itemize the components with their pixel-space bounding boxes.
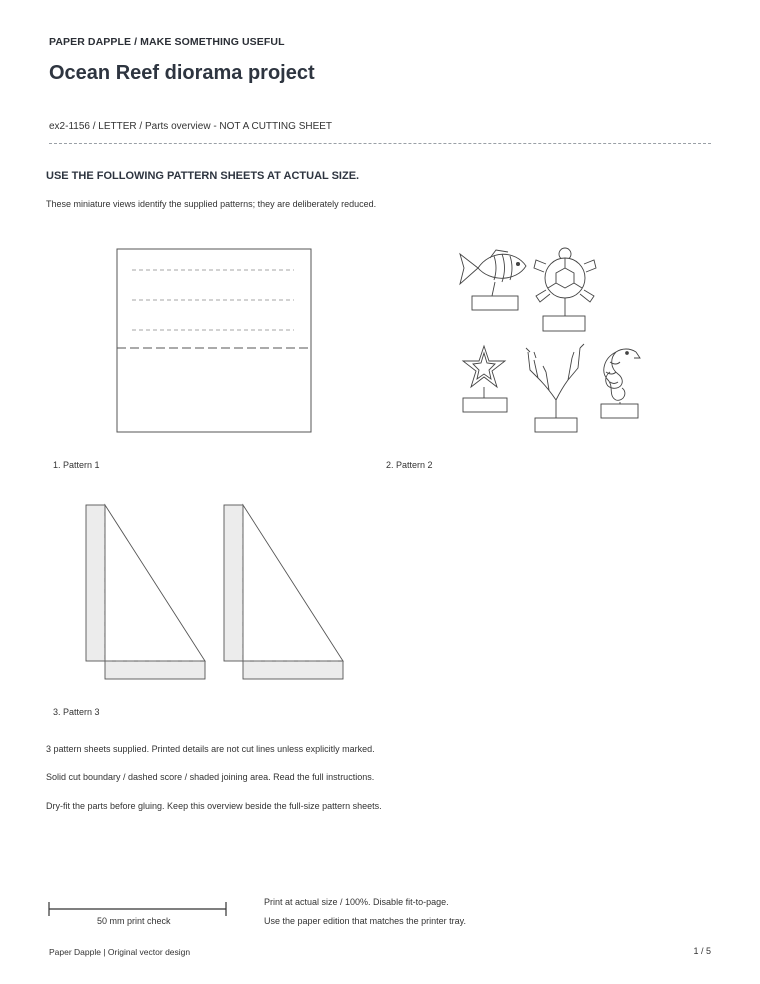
pattern-3-preview: [80, 500, 360, 686]
section-heading: USE THE FOLLOWING PATTERN SHEETS AT ACTUAL SIZE.: [46, 170, 360, 182]
pattern-3-caption: 3. Pattern 3: [53, 707, 100, 717]
starfish-icon: [463, 346, 507, 412]
coral-icon: [526, 344, 584, 432]
triangle-support-1: [86, 505, 205, 679]
pattern-1-caption: 1. Pattern 1: [53, 460, 100, 470]
intro-text: These miniature views identify the supplied patterns; they are deliberately reduced.: [46, 199, 377, 209]
page-number: 1 / 5: [693, 946, 711, 956]
footer-credit: Paper Dapple | Original vector design: [49, 947, 191, 957]
brand-header: PAPER DAPPLE / MAKE SOMETHING USEFUL: [49, 36, 285, 48]
document-meta: ex2-1156 / LETTER / Parts overview - NOT A CUTTING SHEET: [49, 121, 333, 132]
note-line-legend: Solid cut boundary / dashed score / shaded joining area. Read the full instructions.: [46, 772, 375, 782]
dashed-divider: [49, 143, 711, 144]
scale-label: 50 mm print check: [97, 916, 171, 926]
pattern-2-preview: [450, 240, 650, 440]
pattern-2-caption: 2. Pattern 2: [386, 460, 433, 470]
seahorse-icon: [601, 349, 640, 418]
print-instruction-1: Print at actual size / 100%. Disable fit-to-page.: [264, 897, 449, 907]
turtle-icon: [534, 248, 596, 331]
note-sheets-supplied: 3 pattern sheets supplied. Printed details are not cut lines unless explicitly marked.: [46, 744, 375, 754]
pattern-1-preview: [110, 244, 320, 438]
fish-icon: [460, 250, 526, 310]
note-dry-fit: Dry-fit the parts before gluing. Keep this overview beside the full-size pattern sheets.: [46, 801, 382, 811]
triangle-support-2: [224, 505, 343, 679]
page-title: Ocean Reef diorama project: [49, 62, 315, 84]
print-instruction-2: Use the paper edition that matches the printer tray.: [264, 916, 466, 926]
